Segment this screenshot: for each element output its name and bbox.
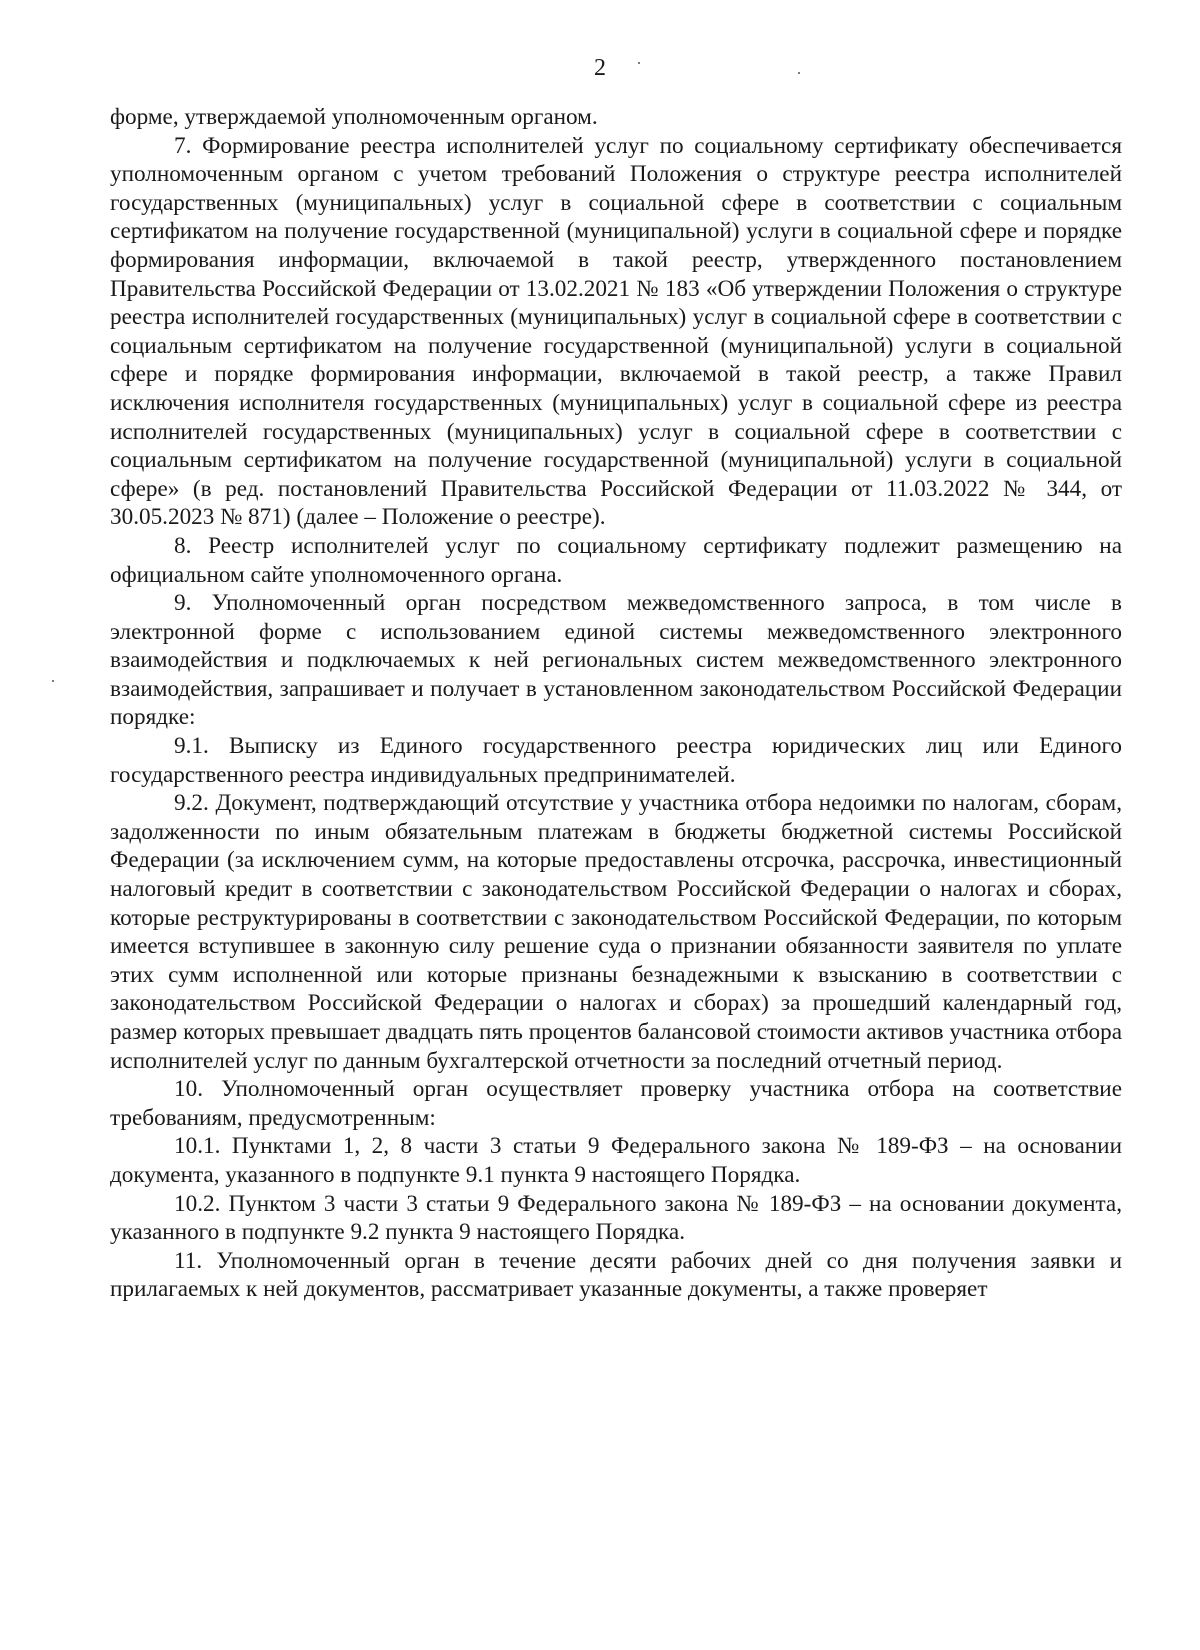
paragraph-8: 8. Реестр исполнителей услуг по социальному сертификату подлежит размещению на официальном сайте уполномоченного органа. <box>110 532 1122 588</box>
scan-speck <box>638 62 640 64</box>
paragraph-10-2: 10.2. Пунктом 3 части 3 статьи 9 Федерального закона № 189-ФЗ – на основании документа, указанного в подпункте 9.2 пункта 9 настоящего Порядка. <box>110 1190 1122 1246</box>
paragraph-11: 11. Уполномоченный орган в течение десяти рабочих дней со дня получения заявки и прилагаемых к ней документов, рассматривает указанные документы, а также проверяет <box>110 1247 1122 1303</box>
scan-speck <box>798 72 800 74</box>
paragraph-10-1: 10.1. Пунктами 1, 2, 8 части 3 статьи 9 Федерального закона № 189-ФЗ – на основании документа, указанного в подпункте 9.1 пункта 9 настоящего Порядка. <box>110 1133 1122 1188</box>
scan-speck <box>52 680 54 682</box>
document-body <box>110 103 1122 1304</box>
paragraph-7: 7. Формирование реестра исполнителей услуг по социальному сертификату обеспечивается уполномоченным органом с учетом требований Положения о структуре реестра исполнителей государственных (муниципальных) услуг в социальной сфере в соответствии с социальным сертификатом на получение государственной (муниципальной) услуги в социальной сфере и порядке формирования информации, включаемой в такой реестр, утвержденного постановлением Правительства Российской Федерации от 13.02.2021 № 183 «Об утверждении Положения о структуре реестра исполнителей государственных (муниципальных) услуг в социальной сфере в соответствии с социальным сертификатом на получение государственной (муниципальной) услуги в социальной сфере и порядке формирования информации, включаемой в такой реестр, а также Правил исключения исполнителя государственных (муниципальных) услуг в социальной сфере из реестра исполнителей государственных (муниципальных) услуг в социальной сфере в соответствии с социальным сертификатом на получение государственной (муниципальной) услуги в социальной сфере» (в ред. постановлений Правительства Российской Федерации от 11.03.2022 № 344, от 30.05.2023 № 871) (далее – Положение о реестре). <box>110 132 1122 531</box>
paragraph-continuation: форме, утверждаемой уполномоченным органом. <box>110 104 598 130</box>
paragraph-9-2: 9.2. Документ, подтверждающий отсутствие у участника отбора недоимки по налогам, сборам, задолженности по иным обязательным платежам в бюджеты бюджетной системы Российской Федерации (за исключением сумм, на которые предоставлены отсрочка, рассрочка, инвестиционный налоговый кредит в соответствии с законодательством Российской Федерации о налогах и сборах, которые реструктурированы в соответствии с законодательством Российской Федерации, по которым имеется вступившее в законную силу решение суда о признании обязанности заявителя по уплате этих сумм исполненной или которые признаны безнадежными к взысканию в соответствии с законодательством Российской Федерации о налогах и сборах) за прошедший календарный год, размер которых превышает двадцать пять процентов балансовой стоимости активов участника отбора исполнителей услуг по данным бухгалтерской отчетности за последний отчетный период. <box>110 790 1122 1074</box>
page-number: 2 <box>594 55 606 81</box>
paragraph-9-1: 9.1. Выписку из Единого государственного реестра юридических лиц или Единого государственного реестра индивидуальных предпринимателей. <box>110 733 1122 788</box>
paragraph-10: 10. Уполномоченный орган осуществляет проверку участника отбора на соответствие требованиям, предусмотренным: <box>110 1076 1122 1131</box>
paragraph-9: 9. Уполномоченный орган посредством межведомственного запроса, в том числе в электронной форме с использованием единой системы межведомственного электронного взаимодействия и подключаемых к ней региональных систем межведомственного электронного взаимодействия, запрашивает и получает в установленном законодательством Российской Федерации порядке: <box>110 590 1122 731</box>
